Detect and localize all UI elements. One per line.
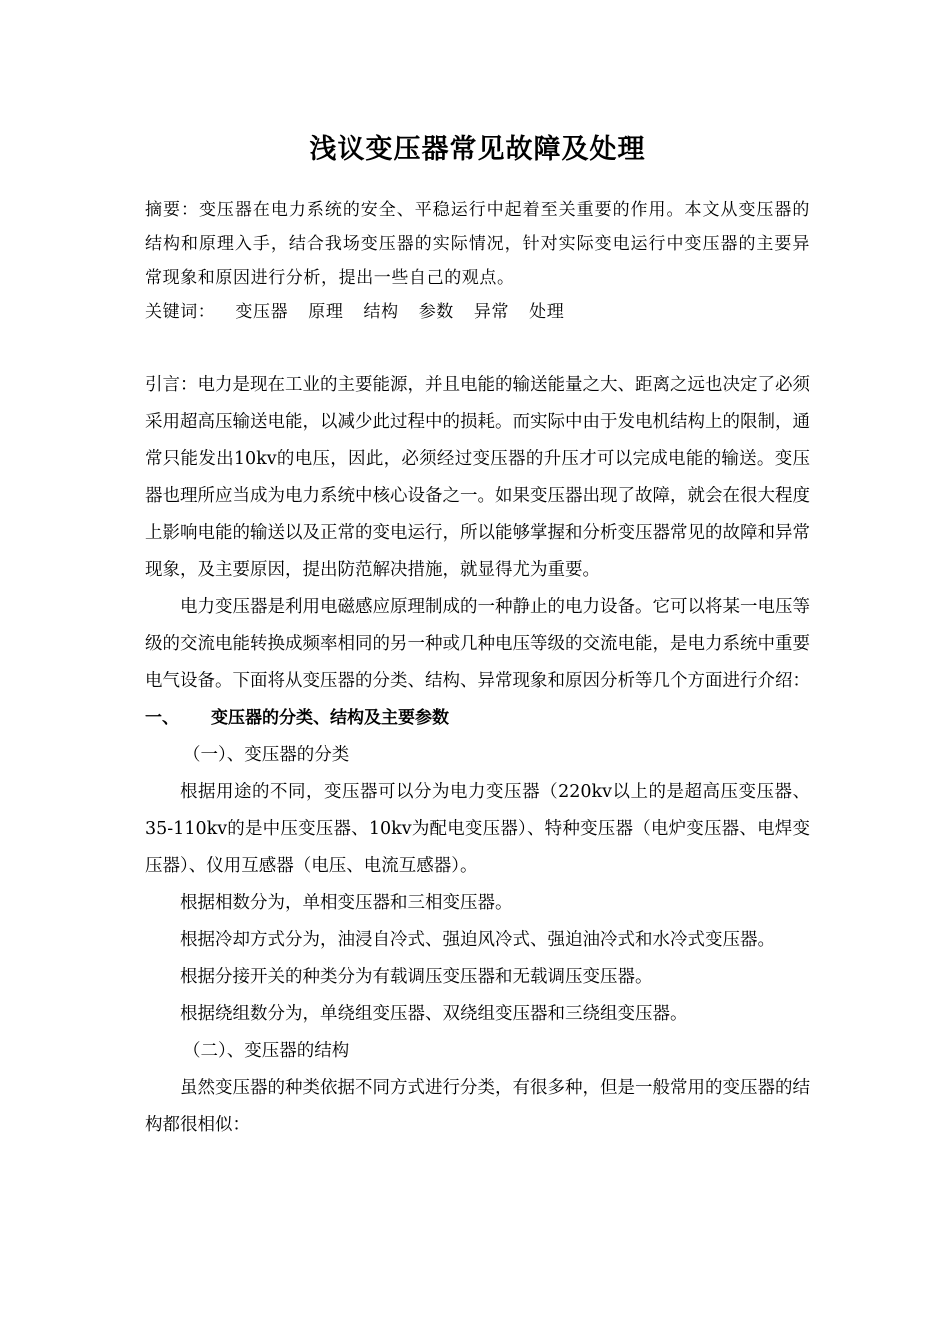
section-heading bbox=[145, 700, 810, 737]
keywords-label: 关键词： bbox=[145, 302, 216, 322]
subsection-heading: （一）、变压器的分类 bbox=[183, 745, 350, 765]
subsection-heading: （二）、变压器的结构 bbox=[183, 1041, 350, 1061]
body-text bbox=[145, 367, 810, 1144]
paragraph: 虽然变压器的种类依据不同方式进行分类，有很多种，但是一般常用的变压器的结构都很相似： bbox=[145, 1078, 810, 1135]
abstract-text: 摘要：变压器在电力系统的安全、平稳运行中起着至关重要的作用。本文从变压器的结构和原理入手，结合我场变压器的实际情况，针对实际变电运行中变压器的主要异常现象和原因进行分析，提出一些自己的观点。 bbox=[145, 200, 810, 288]
keyword: 异常 bbox=[473, 302, 510, 322]
keyword: 结构 bbox=[363, 302, 399, 322]
paragraph: 根据相数分为，单相变压器和三相变压器。 bbox=[180, 893, 513, 913]
paragraph: 电力变压器是利用电磁感应原理制成的一种静止的电力设备。它可以将某一电压等级的交流电能转换成频率相同的另一种或几种电压等级的交流电能，是电力系统中重要电气设备。下面将从变压器的分类、结构、异常现象和原因分析等几个方面进行介绍： bbox=[145, 597, 810, 691]
keywords-line bbox=[145, 295, 810, 329]
keyword: 变压器 bbox=[235, 302, 289, 322]
abstract-section bbox=[145, 193, 810, 329]
keyword: 原理 bbox=[308, 302, 344, 322]
paragraph: 根据分接开关的种类分为有载调压变压器和无载调压变压器。 bbox=[180, 967, 653, 987]
section-title: 变压器的分类、结构及主要参数 bbox=[211, 708, 449, 728]
intro-paragraph: 引言：电力是现在工业的主要能源，并且电能的输送能量之大、距离之远也决定了必须采用超高压输送电能，以减少此过程中的损耗。而实际中由于发电机结构上的限制，通常只能发出10kv的电压，因此，必须经过变压器的升压才可以完成电能的输送。变压器也理所应当成为电力系统中核心设备之一。如果变压器出现了故障，就会在很大程度上影响电能的输送以及正常的变电运行，所以能够掌握和分析变压器常见的故障和异常现象，及主要原因，提出防范解决措施，就显得尤为重要。 bbox=[145, 375, 810, 580]
keyword: 参数 bbox=[418, 302, 454, 322]
section-number: 一、 bbox=[145, 708, 179, 728]
document-title: 浅议变压器常见故障及处理 bbox=[309, 134, 646, 165]
paragraph: 根据绕组数分为，单绕组变压器、双绕组变压器和三绕组变压器。 bbox=[180, 1004, 688, 1024]
paragraph: 根据用途的不同，变压器可以分为电力变压器（220kv以上的是超高压变压器、35-110kv的是中压变压器、10kv为配电变压器）、特种变压器（电炉变压器、电焊变压器）、仪用互感器（电压、电流互感器）。 bbox=[145, 782, 810, 876]
paragraph: 根据冷却方式分为，油浸自冷式、强迫风冷式、强迫油冷式和水冷式变压器。 bbox=[180, 930, 775, 950]
keyword: 处理 bbox=[529, 302, 565, 322]
